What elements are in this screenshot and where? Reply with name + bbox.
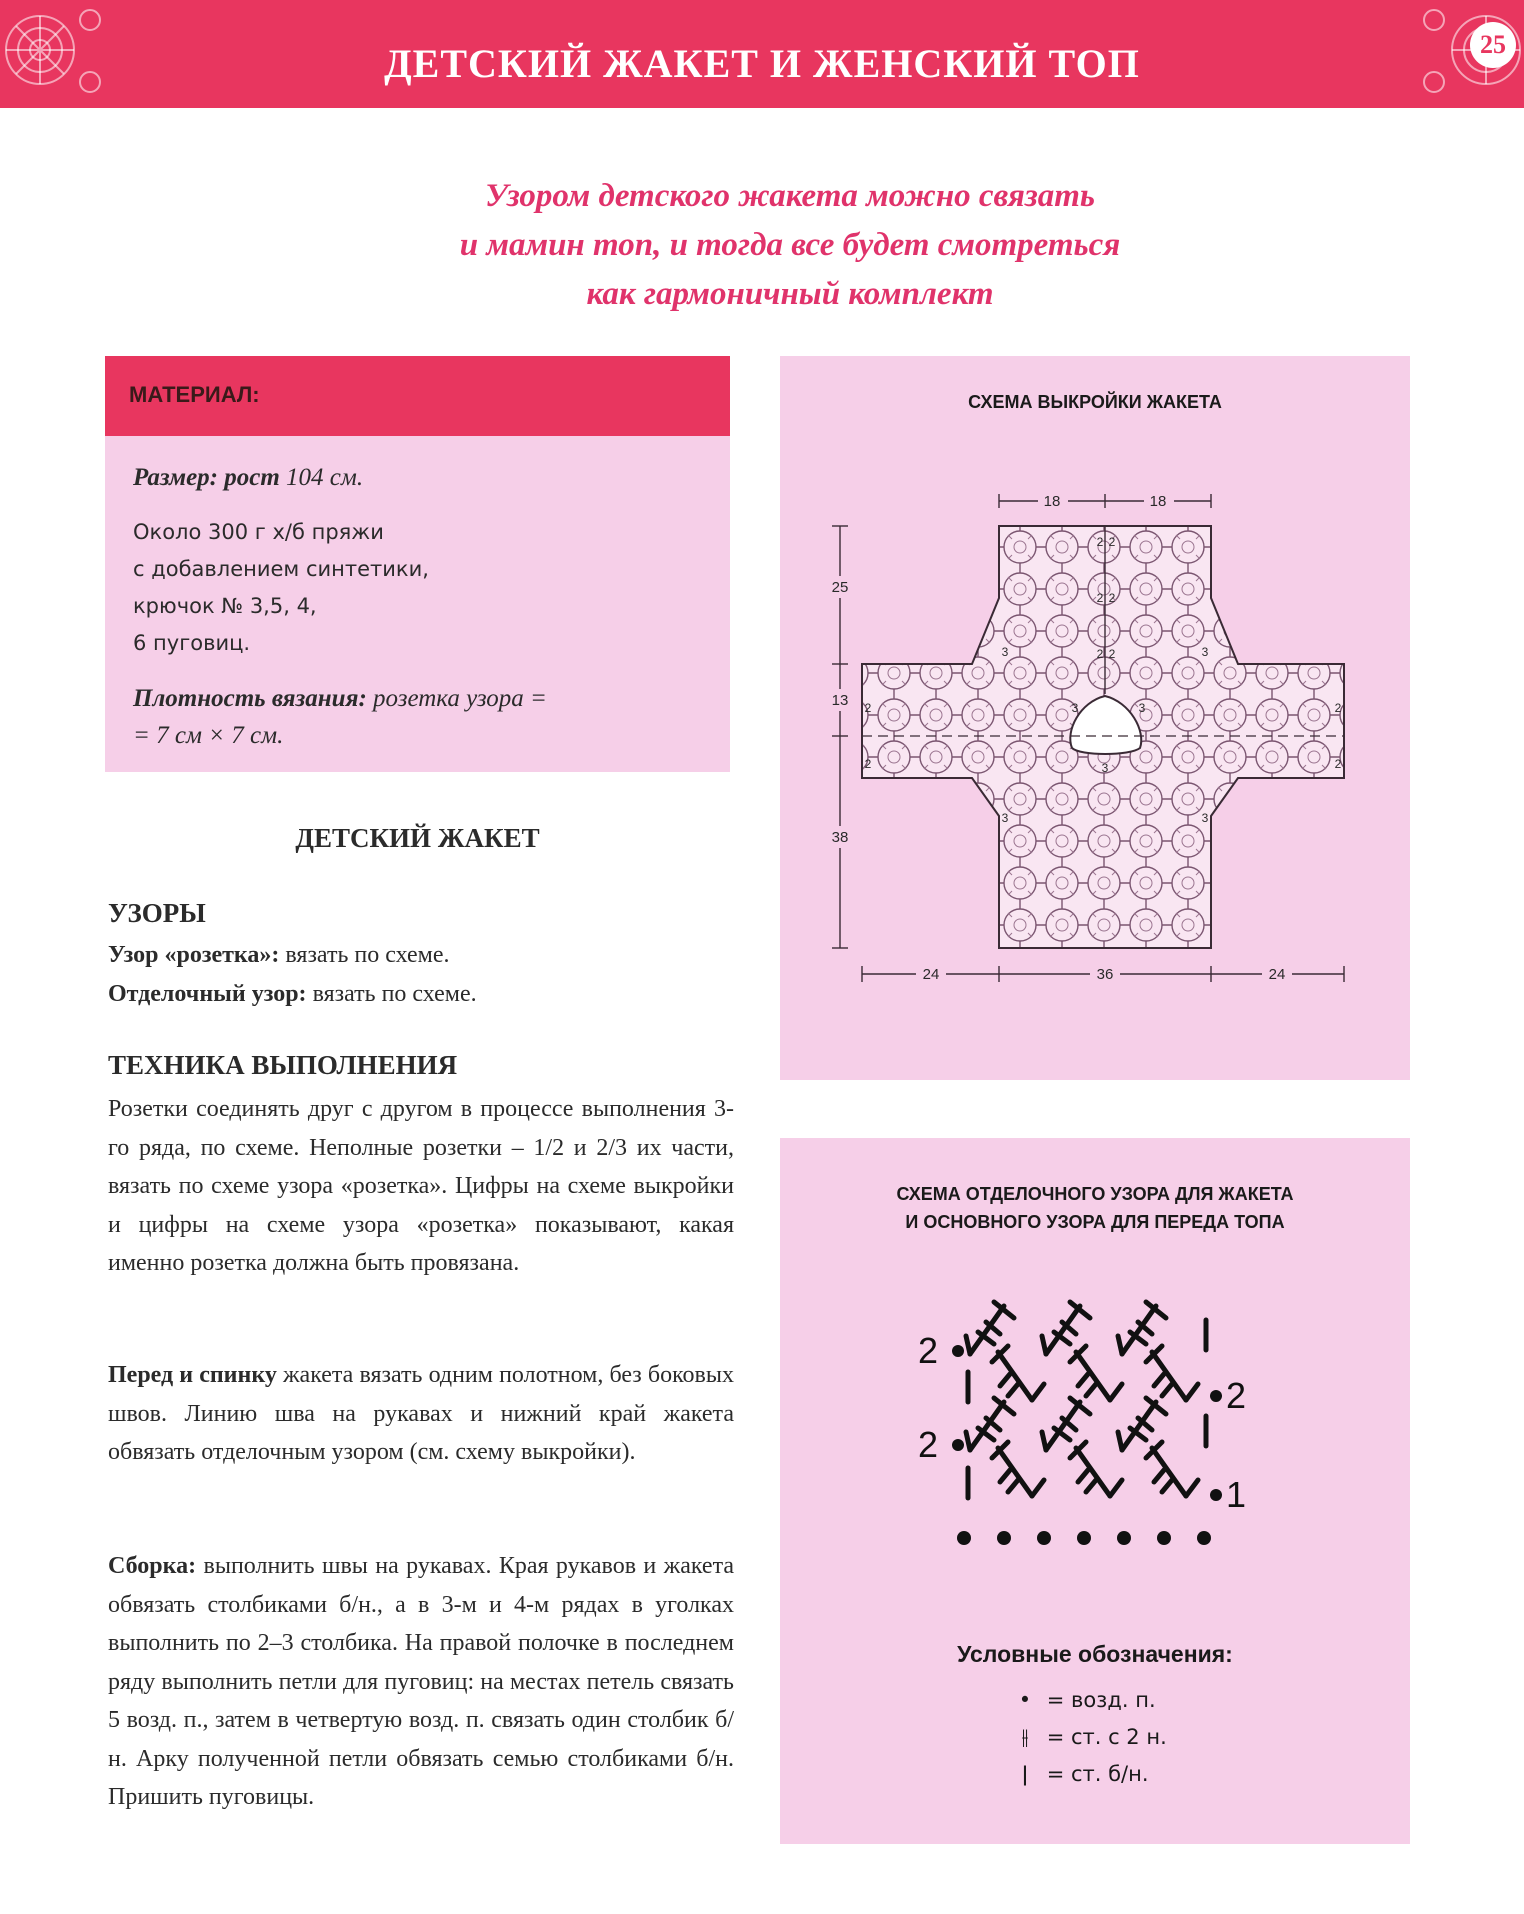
chain-dot: [1157, 1531, 1171, 1545]
schematic-title: СХЕМА ВЫКРОЙКИ ЖАКЕТА: [968, 392, 1222, 412]
treble-stitch-mark: [1032, 1384, 1044, 1400]
dim-left-top: 25: [831, 579, 849, 596]
pattern1-text: вязать по схеме.: [285, 942, 450, 968]
treble-stitch-mark: [1118, 1336, 1122, 1354]
density-label: Плотность вязания:: [133, 685, 367, 712]
patterns-heading: УЗОРЫ: [108, 898, 206, 928]
rosette-label: 3: [1071, 701, 1079, 715]
rosette-label: 3: [1201, 811, 1209, 825]
treble-stitch-mark: [1008, 1480, 1018, 1492]
stitch-chart-box: [780, 1138, 1410, 1844]
size-label: Размер: рост: [133, 464, 280, 491]
legend-item-single: [1010, 1762, 1149, 1786]
dim-left-middle: 13: [831, 692, 849, 709]
treble-stitch-mark: [998, 1448, 1032, 1496]
rosette-label: 3: [1201, 645, 1209, 659]
treble-stitch-mark: [1032, 1480, 1044, 1496]
chain-dot: [1117, 1531, 1131, 1545]
material-box: [105, 356, 730, 772]
rosette-label: 2: [1108, 647, 1116, 661]
dim-top-right: 18: [1149, 493, 1167, 510]
treble-stitch-mark: [1076, 1352, 1110, 1400]
pattern2-label: Отделочный узор:: [108, 981, 307, 1007]
treble-stitch-mark: [1154, 1470, 1164, 1482]
rosette-label: 3: [1138, 701, 1146, 715]
legend-text: = возд. п.: [1046, 1688, 1156, 1712]
legend-item-chain: [1010, 1688, 1156, 1712]
pattern2-text: вязать по схеме.: [312, 981, 477, 1007]
yarn-line: с добавлением синтетики,: [133, 557, 429, 581]
yarn-line: крючок № 3,5, 4,: [133, 594, 317, 618]
double-treble-stitch-icon: ⫲: [1021, 1725, 1029, 1749]
chain-stitch-icon: •: [1018, 1688, 1032, 1712]
technique-heading: ТЕХНИКА ВЫПОЛНЕНИЯ: [108, 1050, 458, 1080]
treble-stitch-mark: [966, 1432, 970, 1450]
treble-stitch-mark: [1154, 1374, 1164, 1386]
legend-title: Условные обозначения:: [957, 1641, 1233, 1667]
assembly-paragraph: [108, 1547, 734, 1817]
subtitle-line: Узором детского жакета можно связать: [484, 178, 1095, 214]
yarn-list: [133, 514, 730, 662]
density-value: = 7 см × 7 см.: [133, 722, 284, 749]
row-number: 1: [1226, 1474, 1247, 1515]
subtitle-line: и мамин топ, и тогда все будет смотреться: [459, 227, 1121, 263]
treble-stitch-mark: [1162, 1480, 1172, 1492]
subtitle-line: как гармоничный комплект: [586, 276, 994, 312]
chain-dot: [1077, 1531, 1091, 1545]
technique-paragraph: Розетки соединять друг с другом в процессе выполнения 3-го ряда, по схеме. Неполные розетки – 1/2 и 2/3 их части, вязать по схеме узора «розетка». Цифры на схеме выкройки и цифры на схеме узора «розетка» показывают, какая именно розетка должна быть провязана.: [108, 1096, 734, 1276]
legend-item-double-treble: [1010, 1725, 1167, 1750]
treble-stitch-mark: [1186, 1384, 1198, 1400]
chain-dot: [997, 1531, 1011, 1545]
rosette-label: 2: [1334, 701, 1342, 715]
chain-dot: [957, 1531, 971, 1545]
header-band: [0, 0, 1524, 108]
size-line: [133, 458, 730, 498]
rosette-label: 3: [1001, 645, 1009, 659]
rosette-label: 3: [1001, 811, 1009, 825]
rosette-label: 2: [864, 757, 872, 771]
treble-stitch-mark: [1152, 1448, 1186, 1496]
rosette-label: 2: [1096, 535, 1104, 549]
jacket-schematic-diagram: [780, 356, 1410, 1080]
pattern1-label: Узор «розетка»:: [108, 942, 280, 968]
rosette-label: 2: [864, 701, 872, 715]
material-heading: МАТЕРИАЛ:: [105, 356, 730, 436]
size-value: 104 см.: [286, 464, 364, 491]
stitch-chart-title-line: И ОСНОВНОГО УЗОРА ДЛЯ ПЕРЕДА ТОПА: [905, 1212, 1285, 1232]
legend-text: = ст. б/н.: [1046, 1762, 1149, 1786]
rosette-label: 2: [1334, 757, 1342, 771]
dim-top-left: 18: [1043, 493, 1061, 510]
pattern1-line: [108, 936, 449, 975]
yarn-line: Около 300 г х/б пряжи: [133, 520, 384, 544]
rosette-label: 2: [1096, 647, 1104, 661]
jacket-heading: ДЕТСКИЙ ЖАКЕТ: [295, 823, 540, 853]
treble-stitch-mark: [1118, 1432, 1122, 1450]
density-line: [133, 680, 730, 754]
row-number: 2: [918, 1424, 939, 1465]
dim-left-bottom: 38: [831, 829, 849, 846]
treble-stitch-mark: [1110, 1480, 1122, 1496]
front-label: Перед и спинку: [108, 1362, 277, 1388]
treble-stitch-mark: [1110, 1384, 1122, 1400]
row-number: 2: [1226, 1375, 1247, 1416]
rosette-label: 3: [1101, 761, 1109, 775]
density-value: розетка узора =: [373, 685, 547, 712]
front-text: жакета вязать одним полотном, без боковых швов. Линию шва на рукавах и нижний край жакета обвязать отделочным узором (см. схему выкройки).: [108, 1362, 734, 1465]
treble-stitch-mark: [1000, 1470, 1010, 1482]
assembly-text: выполнить швы на рукавах. Края рукавов и жакета обвязать столбиками б/н., а в 3-м и 4-м рядах в уголках выполнить по 2–3 столбика. На правой полочке в последнем ряду выполнить петли для пуговиц: на местах петель связать 5 возд. п., затем в четвертую возд. п. связать один столбик б/н. Арку полученной петли обвязать семью столбиками б/н. Пришить пуговицы.: [108, 1553, 734, 1810]
treble-stitch-mark: [1042, 1432, 1046, 1450]
treble-stitch-mark: [1078, 1374, 1088, 1386]
chain-dot: [1037, 1531, 1051, 1545]
treble-stitch-mark: [1086, 1384, 1096, 1396]
pattern-schematic-box: [780, 356, 1410, 1080]
treble-stitch-mark: [1000, 1374, 1010, 1386]
row-number: 2: [918, 1330, 939, 1371]
treble-stitch-mark: [1076, 1448, 1110, 1496]
treble-stitch-mark: [1042, 1336, 1046, 1354]
treble-stitch-mark: [966, 1336, 970, 1354]
treble-stitch-mark: [998, 1352, 1032, 1400]
treble-stitch-mark: [1186, 1480, 1198, 1496]
dim-bottom-left: 24: [922, 966, 940, 983]
treble-stitch-mark: [1008, 1384, 1018, 1396]
dim-bottom-right: 24: [1268, 966, 1286, 983]
legend-text: = ст. с 2 н.: [1046, 1725, 1167, 1749]
treble-stitch-mark: [1086, 1480, 1096, 1492]
intro-subtitle: [280, 172, 1300, 319]
page-number: 25: [1470, 22, 1516, 68]
single-crochet-icon: ǀ: [1021, 1762, 1029, 1786]
rosette-label: 2: [1096, 591, 1104, 605]
chain-dot: [1197, 1531, 1211, 1545]
chapter-title: ДЕТСКИЙ ЖАКЕТ И ЖЕНСКИЙ ТОП: [384, 41, 1140, 86]
dim-bottom-center: 36: [1096, 966, 1114, 983]
treble-stitch-mark: [1152, 1352, 1186, 1400]
stitch-chart-diagram: [780, 1138, 1410, 1598]
pattern2-line: [108, 975, 477, 1014]
rosette-label: 2: [1108, 535, 1116, 549]
front-paragraph: [108, 1356, 734, 1472]
rosette-label: 2: [1108, 591, 1116, 605]
assembly-label: Сборка:: [108, 1553, 197, 1579]
yarn-line: 6 пуговиц.: [133, 631, 251, 655]
treble-stitch-mark: [1162, 1384, 1172, 1396]
stitch-chart-title-line: СХЕМА ОТДЕЛОЧНОГО УЗОРА ДЛЯ ЖАКЕТА: [896, 1184, 1294, 1204]
treble-stitch-mark: [1078, 1470, 1088, 1482]
